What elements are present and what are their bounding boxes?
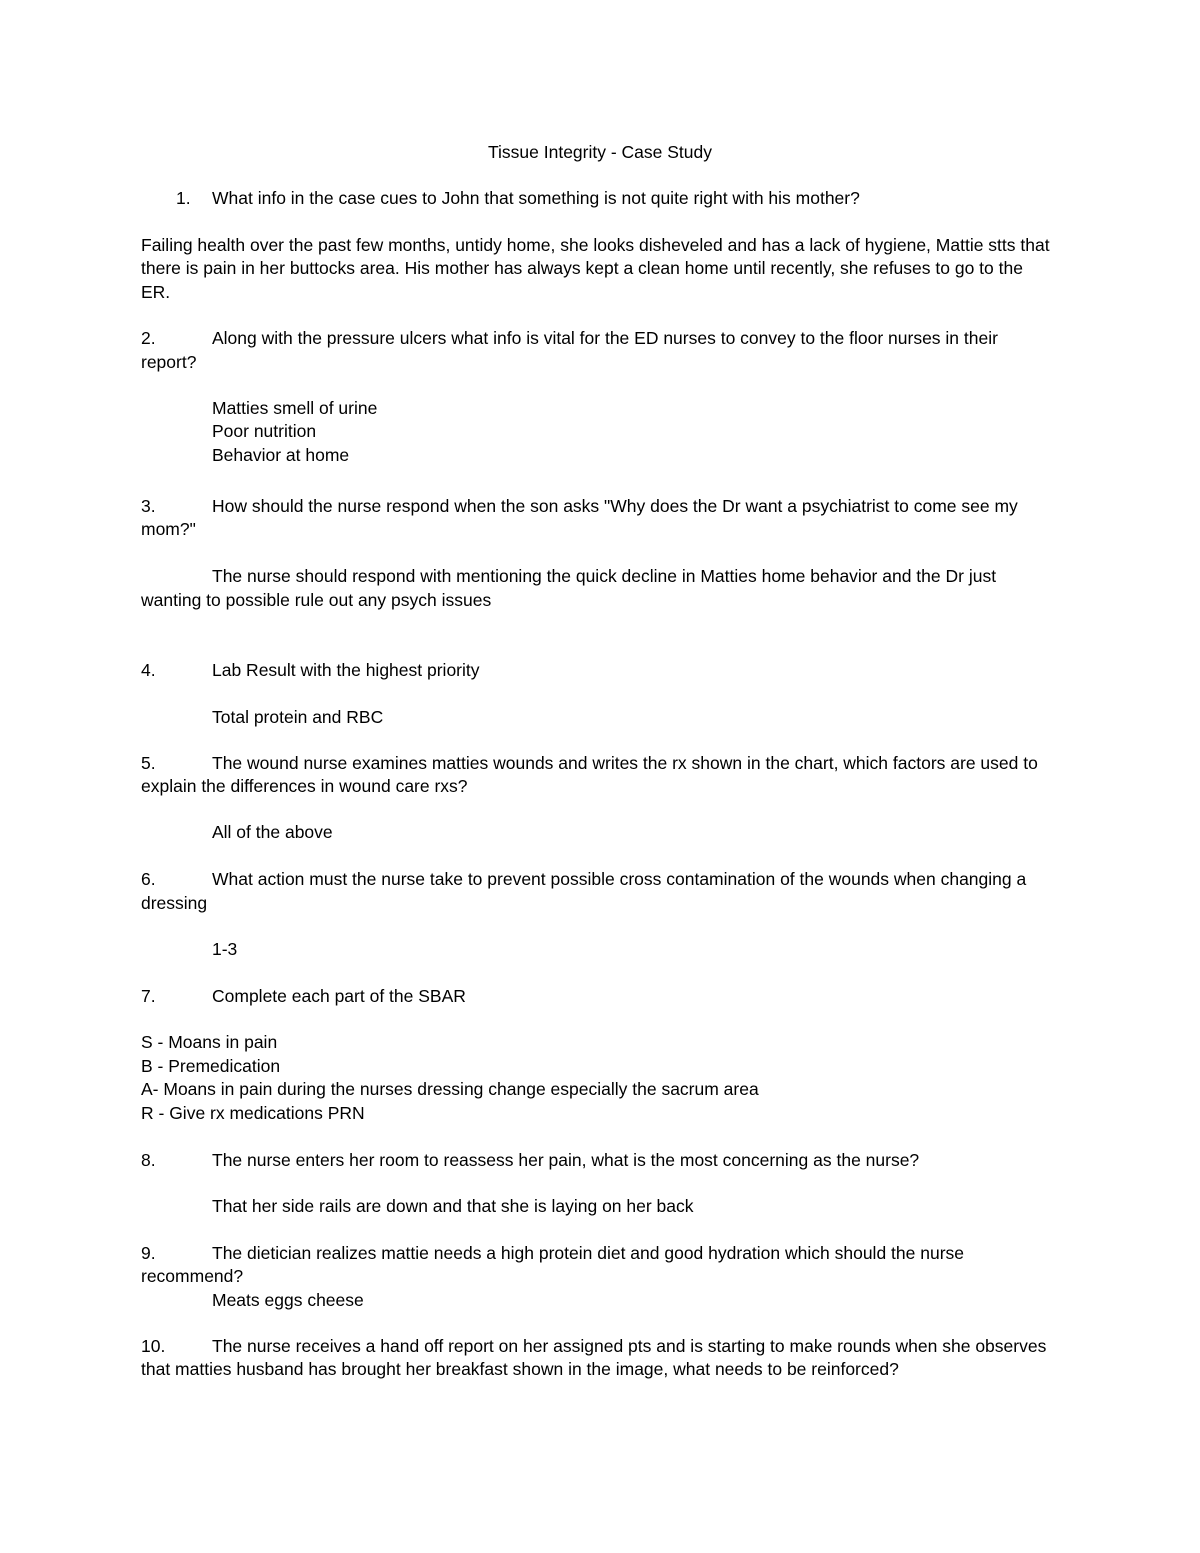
question-text: explain the differences in wound care rxs? bbox=[141, 776, 468, 796]
question-text: Along with the pressure ulcers what info is vital for the ED nurses to convey to the floor nurses in their bbox=[212, 328, 998, 348]
question-text: dressing bbox=[141, 893, 208, 913]
page-title: Tissue Integrity - Case Study bbox=[487, 142, 713, 162]
sbar-line: R - Give rx medications PRN bbox=[141, 1103, 365, 1123]
question-text: The dietician realizes mattie needs a high protein diet and good hydration which should the nurse bbox=[212, 1243, 965, 1263]
question-text: What info in the case cues to John that something is not quite right with his mother? bbox=[212, 188, 860, 208]
question-text: What action must the nurse take to prevent possible cross contamination of the wounds when changing a bbox=[212, 869, 1027, 889]
question-number: 1. bbox=[176, 188, 191, 208]
answer-line: ER. bbox=[141, 282, 171, 302]
answer-line: Behavior at home bbox=[212, 445, 350, 465]
question-text: that matties husband has brought her breakfast shown in the image, what needs to be reinforced? bbox=[141, 1359, 899, 1379]
answer-line: wanting to possible rule out any psych issues bbox=[141, 590, 492, 610]
question-number: 5. bbox=[141, 753, 156, 773]
question-text: The wound nurse examines matties wounds and writes the rx shown in the chart, which factors are used to bbox=[212, 753, 1038, 773]
answer-line: Meats eggs cheese bbox=[212, 1290, 364, 1310]
answer-line: Failing health over the past few months, untidy home, she looks disheveled and has a lack of hygiene, Mattie stts that bbox=[141, 235, 1050, 255]
question-text: The nurse receives a hand off report on her assigned pts and is starting to make rounds when she observes bbox=[212, 1336, 1047, 1356]
question-text: mom?" bbox=[141, 519, 196, 539]
question-text: Complete each part of the SBAR bbox=[212, 986, 466, 1006]
answer-line: there is pain in her buttocks area. His mother has always kept a clean home until recently, she refuses to go to the bbox=[141, 258, 1023, 278]
sbar-line: A- Moans in pain during the nurses dressing change especially the sacrum area bbox=[141, 1079, 759, 1099]
question-number: 4. bbox=[141, 660, 156, 680]
question-number: 2. bbox=[141, 328, 156, 348]
sbar-line: B - Premedication bbox=[141, 1056, 281, 1076]
question-number: 9. bbox=[141, 1243, 156, 1263]
question-number: 6. bbox=[141, 869, 156, 889]
answer-line: The nurse should respond with mentioning the quick decline in Matties home behavior and the Dr just bbox=[212, 566, 997, 586]
answer-line: Total protein and RBC bbox=[212, 707, 384, 727]
answer-line: That her side rails are down and that she is laying on her back bbox=[212, 1196, 694, 1216]
answer-line: Matties smell of urine bbox=[212, 398, 378, 418]
question-number: 8. bbox=[141, 1150, 156, 1170]
answer-line: Poor nutrition bbox=[212, 421, 317, 441]
question-text: report? bbox=[141, 352, 197, 372]
question-text: recommend? bbox=[141, 1266, 244, 1286]
question-text: Lab Result with the highest priority bbox=[212, 660, 480, 680]
question-number: 10. bbox=[141, 1336, 166, 1356]
question-text: The nurse enters her room to reassess her pain, what is the most concerning as the nurse? bbox=[212, 1150, 920, 1170]
answer-line: All of the above bbox=[212, 822, 333, 842]
question-number: 7. bbox=[141, 986, 156, 1006]
question-number: 3. bbox=[141, 496, 156, 516]
answer-line: 1-3 bbox=[212, 939, 238, 959]
question-text: How should the nurse respond when the son asks "Why does the Dr want a psychiatrist to come see my bbox=[212, 496, 1018, 516]
sbar-line: S - Moans in pain bbox=[141, 1032, 278, 1052]
